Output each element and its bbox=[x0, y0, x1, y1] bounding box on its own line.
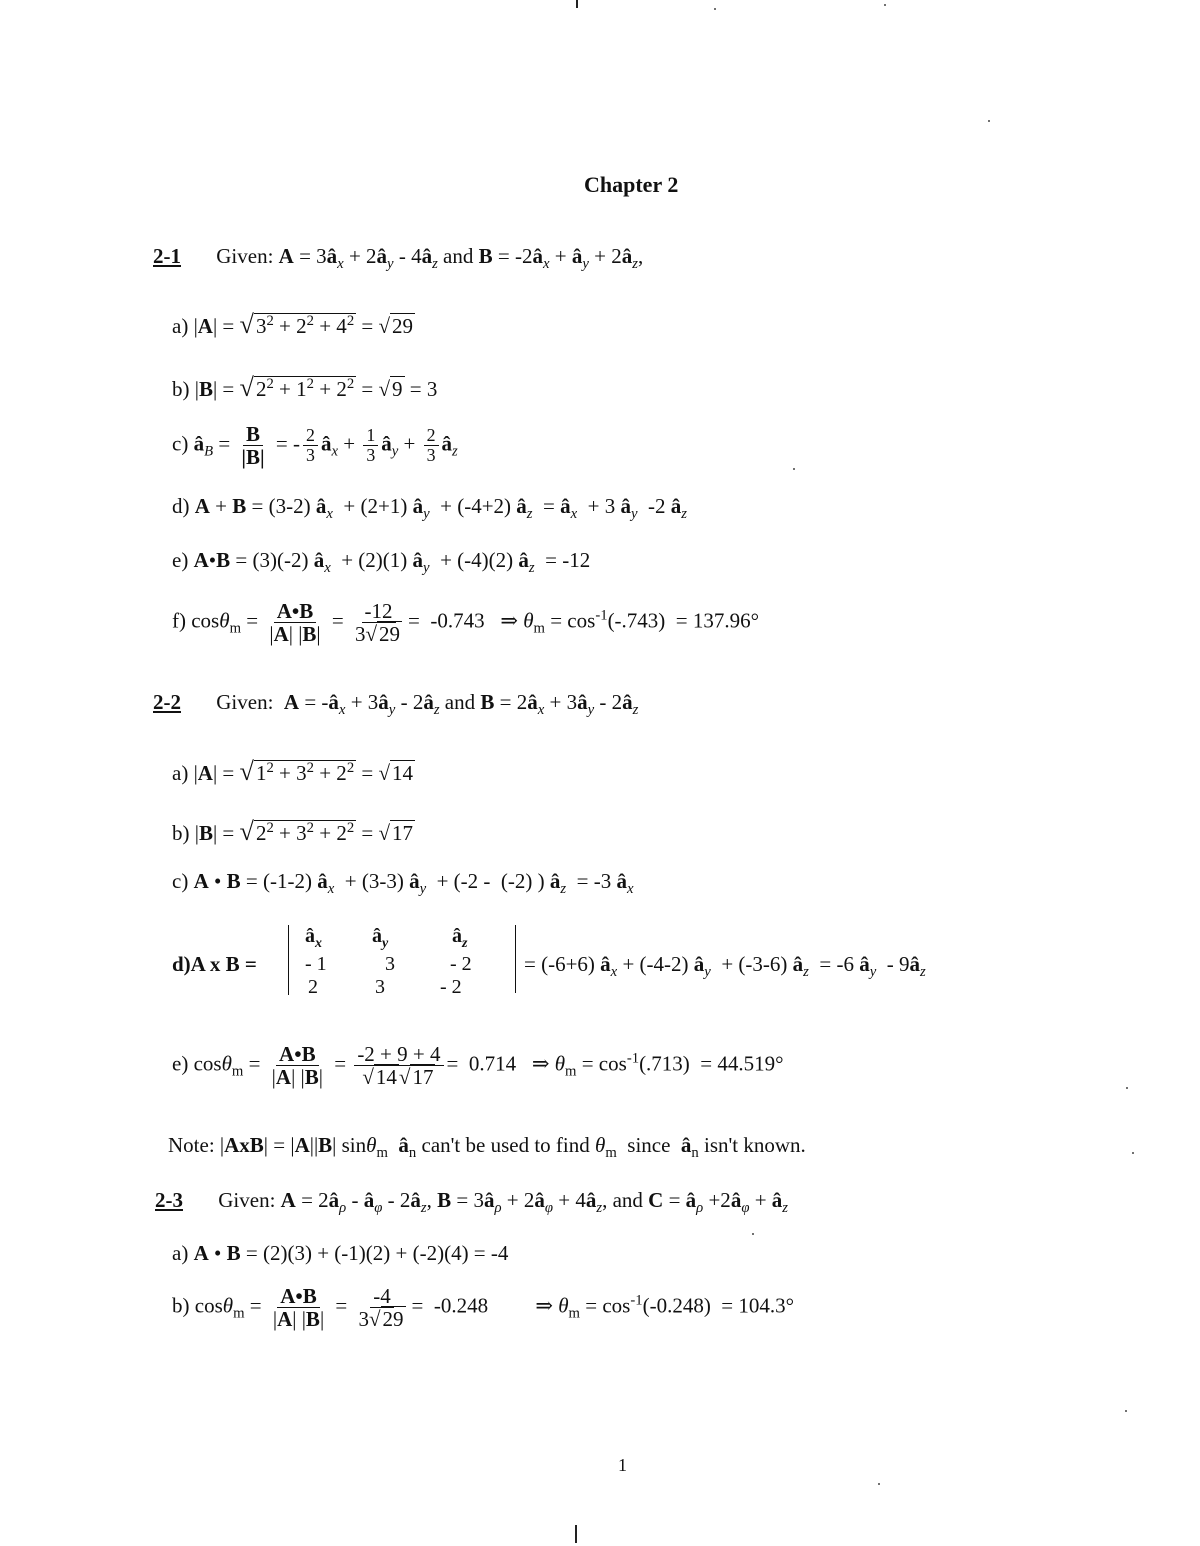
problem-2-2-given: 2-2 Given: $A = -â_x$ + $3â_y$ - $2â_z$ and $B = 2â_x$ + $3â_y$ - $2â_z$ bbox=[153, 690, 639, 719]
problem-2-2-a: a) $|A| = √1^2 + 3^2 + 2^2 = √14$ bbox=[172, 757, 414, 786]
problem-2-2-d-rhs: = (-6+6) $â_x + (-4-2)$ $â_y + (-3-6)$ $â_z = -6$ $â_y$ - $9â_z$ bbox=[524, 952, 926, 981]
det-cell-2-2: 3 bbox=[385, 953, 395, 975]
problem-2-1-b: b) $|B| = √2^2 + 1^2 + 2^2 = √9 = 3$ bbox=[172, 373, 438, 402]
problem-2-1-e: e) A•B = (3)(-2) $â_x + (2)(1)$ $â_y + (-4)(2)$ $â_z = -12$ bbox=[172, 548, 591, 577]
scan-speck bbox=[1132, 1152, 1134, 1154]
page-number: 1 bbox=[618, 1455, 627, 1475]
problem-2-2-c: c) A • B = (-1-2) $â_x + (3-3)$ $â_y + (-2 - (-2)$ ) $â_z = -3$ $â_x$ bbox=[172, 869, 634, 898]
problem-2-1-label: 2-1 bbox=[153, 244, 181, 268]
scan-speck bbox=[878, 1483, 880, 1485]
det-cell-2-3: - 2 bbox=[450, 953, 472, 975]
det-cell-3-2: 3 bbox=[375, 976, 385, 998]
scan-speck bbox=[884, 4, 886, 6]
problem-2-1-a: a) $|A| = √3^2 + 2^2 + 4^2 = √29$ bbox=[172, 310, 414, 339]
problem-2-3-given: 2-3 Given: $A = 2â_\rho$ - $â_\varphi$ - $2â_z$, $B = 3â_\rho$ + $2â_\varphi$ + $4â_z$, and $C = â_\rho$ $+2â_\varphi$ + $â_z$ bbox=[155, 1188, 789, 1217]
det-cell-1-2: $â_y$ bbox=[372, 925, 389, 951]
det-cell-2-1: - 1 bbox=[305, 953, 327, 975]
scan-speck bbox=[793, 468, 795, 470]
scan-speck bbox=[752, 1233, 754, 1235]
problem-2-3-a: a) A • B = (2)(3) + (-1)(2) + (-2)(4) = -4 bbox=[172, 1241, 509, 1265]
scan-speck bbox=[1125, 1410, 1127, 1412]
problem-2-1-given: 2-1 Given: $A = 3â_x$ + $2â_y$ - $4â_z$ and $B = -2â_x$ + $â_y$ + $2â_z$, bbox=[153, 244, 644, 273]
scan-speck bbox=[1126, 1087, 1128, 1089]
scan-speck bbox=[988, 120, 990, 122]
problem-2-1-d: d) A + B = (3-2) $â_x + (2+1)$ $â_y + (-4+2)$ $â_z$ = $â_x + 3$ $â_y$ -2 $â_z$ bbox=[172, 494, 687, 523]
det-cell-3-3: - 2 bbox=[440, 976, 462, 998]
det-cell-3-1: 2 bbox=[308, 976, 318, 998]
problem-2-2-d-lhs: d)A x B = bbox=[172, 952, 257, 976]
determinant-left-bar bbox=[288, 925, 289, 995]
scan-speck bbox=[714, 8, 716, 10]
problem-2-1-c: c) $â_B$ = $\frac{B}{|B|}$ = - $\frac{2}{3}$ $â_x$ + $\frac{1}{3}$ $â_y$ + $\frac{2}{3}$ $â_z$ bbox=[172, 422, 458, 470]
determinant-right-bar bbox=[515, 925, 516, 993]
problem-2-1-f: f) cosθ$_m$ = $\frac{A•B}{|A| |B|}$ = $\frac{-12}{3√29}$ = -0.743 ⇒ $\theta_m = \cos^{-1}(-.743) = 137.96^\circ$ bbox=[172, 599, 760, 647]
det-cell-1-3: $â_z$ bbox=[452, 925, 468, 951]
scan-mark-top bbox=[576, 0, 578, 8]
problem-2-2-e: e) cosθ$_m$ = $\frac{A•B}{|A| |B|}$ = $\frac{-2 + 9 + 4}{√14√17}$ = 0.714 ⇒ $\theta_m = \cos^{-1}(.713) = 44.519^\circ$ bbox=[172, 1042, 784, 1090]
problem-2-2-note: Note: |AxB| = |A||B| sinθ$_m$ $â_n$ can't be used to find $\theta_m$ since $â_n$ isn't known. bbox=[168, 1133, 806, 1162]
problem-2-2-label: 2-2 bbox=[153, 690, 181, 714]
chapter-title: Chapter 2 bbox=[584, 172, 679, 197]
problem-2-3-b: b) cosθ$_m$ = $\frac{A•B}{|A| |B|}$ = $\frac{-4}{3√29}$ = -0.248 ⇒ $\theta_m = \cos^{-1}(-0.248) = 104.3^\circ$ bbox=[172, 1284, 795, 1332]
problem-2-2-b: b) $|B| = √2^2 + 3^2 + 2^2 = √17$ bbox=[172, 817, 414, 846]
det-cell-1-1: $â_x$ bbox=[305, 925, 322, 951]
scan-mark-bottom bbox=[575, 1525, 577, 1543]
problem-2-3-label: 2-3 bbox=[155, 1188, 183, 1212]
